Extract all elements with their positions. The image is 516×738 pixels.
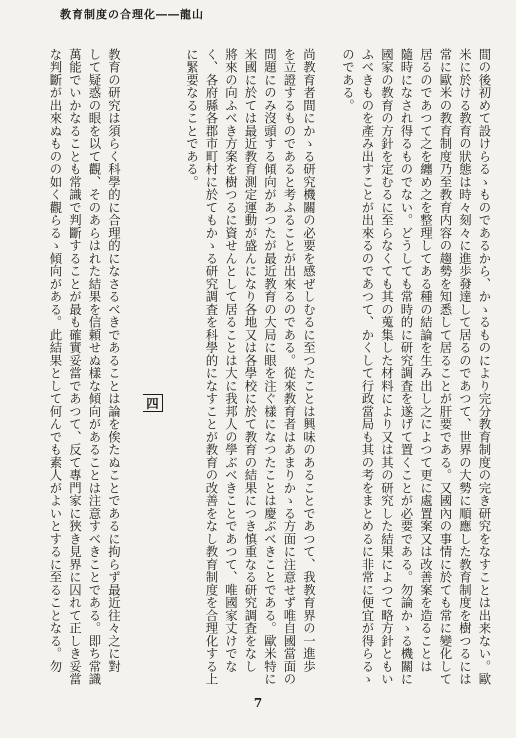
text-column: 米國に於ては最近教育測定運動が盛んになり各地又は各學校に於て教育の結果につき慎重なる研究調査をなし: [243, 48, 258, 673]
text-column: 將來の向ふべき方案を樹つるに資せんとして居ることは大に我邦人の學ぶべきことであつて、唯國家丈けでな: [223, 48, 239, 673]
text-column: ふべきものを產み出すことが出來るのであつて、かくして行政當局も其の考をまとめるに非常に便宜が得らるゝ: [360, 48, 375, 686]
text-column: 隨時になされ得るものでない。どうしても常時的に研究調査を遂げて置くことが必要である。勿論かゝる機關に: [399, 48, 414, 686]
text-column: に緊要なることである。: [184, 48, 200, 189]
text-column: のである。: [340, 48, 356, 112]
text-column: 間の後初めて設けらるゝものであるから、かゝるものにより完分教育制度の完き研究をなすことは出来ない。歐: [477, 48, 492, 686]
text-column: く、各府縣各郡市町村に於てもかゝる研究調査を科學的になすことが教育の改善をなし教育制度を合理化する上: [204, 48, 219, 686]
text-column: 問題にのみ沒頭する傾向があつたが最近教育の大局に眼を注ぐ樣になつたことは慶ぶべきことである。歐米特に: [262, 48, 278, 686]
text-column: 尚教育者間にかゝる研究機關の必要を感ぜしむるに至つたことは興味のあることであつて、我教育界の一進歩: [301, 48, 317, 673]
text-column: 常に歐米の教育制度乃至教育内容の趨勢を知悉して居ることが肝要である。又國內の事情に於ても常に變化して: [438, 48, 453, 686]
section-numeral: 四: [143, 394, 163, 413]
text-column: 教育の研究は須らく科學的に合理的になさるべきであることは論を俟たぬことであるに拘らず最近往々之に對: [106, 48, 122, 673]
page-number: 7: [253, 696, 263, 710]
text-column: 國家の教育の方針を定むるに至らなくても其の蒐集した材料により又は其の研究した結果によつて略方針ともい: [379, 48, 395, 686]
running-header: 教育制度の合理化――龍山: [60, 8, 204, 21]
body-text: [12, 48, 494, 688]
section-heading: [143, 48, 163, 688]
text-column: 居るのであつて之を纏め之を整理してある種の結論を生み出し之によつて更に處置案又は改善案を造ることは: [418, 48, 434, 673]
text-column: 米に於ける教育の狀態は時々刻々に進歩發達して居るのであつて、世界の大勢に順應した教育制度を樹つるには: [457, 48, 473, 686]
text-column: な判斷が出來ぬものの如く觀らるゝ傾向がある。此結果として何んでも素人がよいとするに至ることなる。勿: [48, 48, 63, 673]
text-column: を立證するものであると考ふることが出來るのである。從來教育者はあまりかゝる方面に注意せず唯自國當面の: [282, 48, 297, 686]
text-column: 萬能でいかなることも常識で判斷することが最も確實妥當であつて、反て專門家に狹き見界に囚れて正しき妥當: [67, 48, 83, 686]
text-column: して疑惑の眼を以て觀、そのあらはれた結果を信頼せぬ樣な傾向があることは注意すべきことである。即ち常識: [87, 48, 102, 686]
